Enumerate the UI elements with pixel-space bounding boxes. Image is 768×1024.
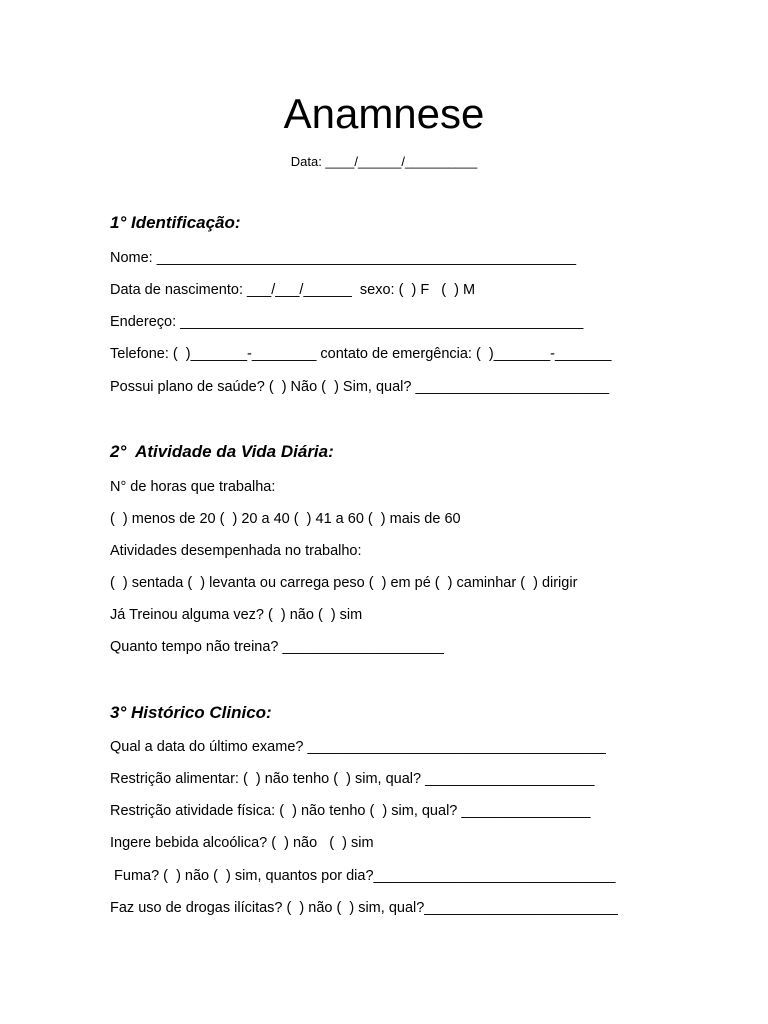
section-heading-identificacao: 1° Identificação: bbox=[110, 213, 241, 232]
address-field[interactable]: Endereço: __________________________________________________ bbox=[110, 314, 584, 330]
page-title: Anamnese bbox=[283, 90, 485, 137]
work-hours-options[interactable]: ( ) menos de 20 ( ) 20 a 40 ( ) 41 a 60 ( ) mais de 60 bbox=[110, 511, 461, 527]
last-exam-field[interactable]: Qual a data do último exame? _____________________________________ bbox=[110, 739, 606, 755]
birthdate-sex-field[interactable]: Data de nascimento: ___/___/______ sexo: ( ) F ( ) M bbox=[110, 282, 476, 298]
phone-emergency-field[interactable]: Telefone: ( )_______-________ contato de emergência: ( )_______-_______ bbox=[110, 346, 612, 362]
date-field[interactable]: Data: ____/______/__________ bbox=[290, 154, 478, 169]
work-activities-label: Atividades desempenhada no trabalho: bbox=[110, 543, 362, 559]
food-restriction-field[interactable]: Restrição alimentar: ( ) não tenho ( ) sim, qual? _____________________ bbox=[110, 771, 595, 787]
alcohol-field[interactable]: Ingere bebida alcoólica? ( ) não ( ) sim bbox=[110, 835, 374, 851]
health-plan-field[interactable]: Possui plano de saúde? ( ) Não ( ) Sim, qual? ________________________ bbox=[110, 379, 610, 395]
section-heading-historico: 3° Histórico Clinico: bbox=[110, 703, 272, 722]
work-hours-label: N° de horas que trabalha: bbox=[110, 479, 276, 495]
name-field[interactable]: Nome: ____________________________________________________ bbox=[110, 250, 577, 266]
physical-restriction-field[interactable]: Restrição atividade física: ( ) não tenho ( ) sim, qual? ________________ bbox=[110, 803, 591, 819]
trained-before-field[interactable]: Já Treinou alguma vez? ( ) não ( ) sim bbox=[110, 607, 363, 623]
work-activities-options[interactable]: ( ) sentada ( ) levanta ou carrega peso ( ) em pé ( ) caminhar ( ) dirigir bbox=[110, 575, 578, 591]
illicit-drugs-field[interactable]: Faz uso de drogas ilícitas? ( ) não ( ) sim, qual?________________________ bbox=[110, 900, 618, 916]
time-without-training-field[interactable]: Quanto tempo não treina? ____________________ bbox=[110, 639, 444, 655]
section-heading-atividade: 2° Atividade da Vida Diária: bbox=[110, 442, 334, 461]
smoking-field[interactable]: Fuma? ( ) não ( ) sim, quantos por dia?______________________________ bbox=[110, 868, 616, 884]
